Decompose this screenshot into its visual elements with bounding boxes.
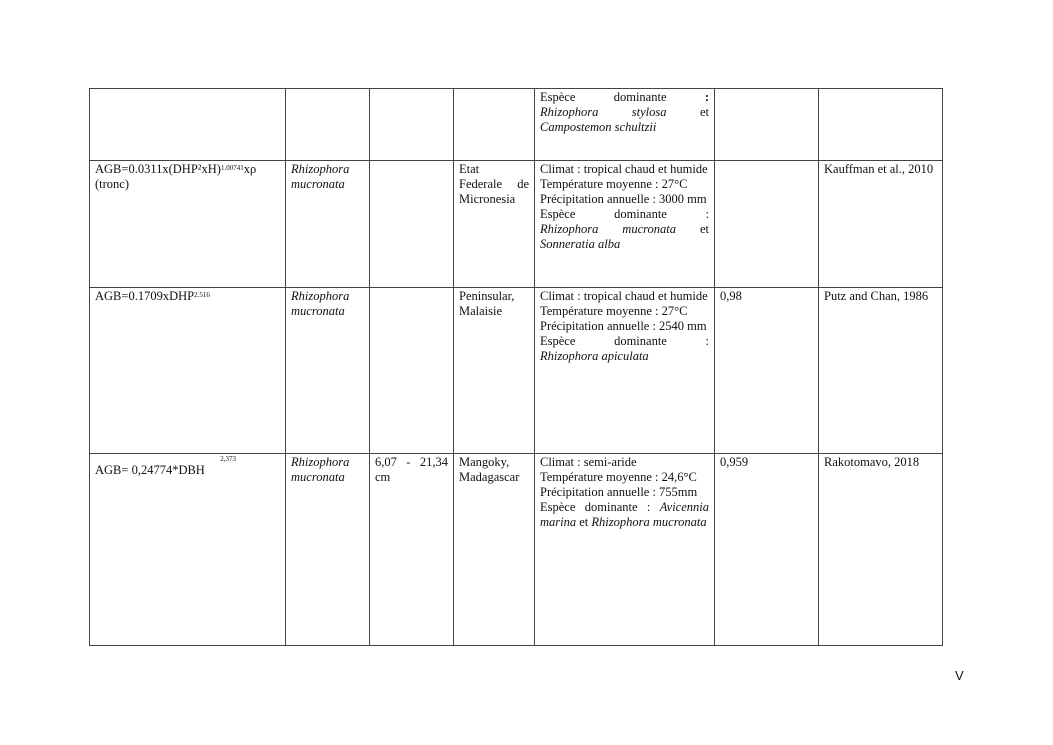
- table-row: [90, 454, 943, 646]
- r2-cell: [715, 89, 819, 161]
- r2-cell: 0,959: [715, 454, 819, 646]
- climate-cell: [535, 89, 715, 161]
- dominant-species-2: Campostemon schultzii: [540, 120, 657, 134]
- reference-cell: Kauffman et al., 2010: [819, 161, 943, 288]
- species-cell: Rhizophora mucronata: [286, 288, 370, 454]
- climate-cell: Climat : tropical chaud et humide Température moyenne : 27°C Précipitation annuelle : 2540 mm Espèce dominante : Rhizophora apiculata: [535, 288, 715, 454]
- r2-cell: 0,98: [715, 288, 819, 454]
- species-cell: Rhizophora mucronata: [286, 454, 370, 646]
- location-cell: [454, 89, 535, 161]
- table-row: [90, 288, 943, 454]
- equation-cell: AGB=0.1709xDHP$^{2.516}$: [90, 288, 286, 454]
- location-cell: Etat Federale de Micronesia: [454, 161, 535, 288]
- climate-cell: Climat : semi-aride Température moyenne : 24,6°C Précipitation annuelle : 755mm Espèce dominante : Avicennia marina et Rhizophora mucronata: [535, 454, 715, 646]
- allometric-equations-table: [89, 88, 943, 646]
- reference-cell: Putz and Chan, 1986: [819, 288, 943, 454]
- r2-cell: [715, 161, 819, 288]
- reference-cell: Rakotomavo, 2018: [819, 454, 943, 646]
- table-row: [90, 161, 943, 288]
- dbh-cell: [370, 161, 454, 288]
- dbh-cell: 6,07 - 21,34 cm: [370, 454, 454, 646]
- reference-cell: [819, 89, 943, 161]
- equation-cell: $AGB=0.0311x(DHP^2xH)^{1.00741}x\rho$ (tronc): [90, 161, 286, 288]
- dbh-cell: [370, 89, 454, 161]
- dominant-species-line: Rhizophora stylosa et: [540, 105, 709, 119]
- species-cell: Rhizophora mucronata: [286, 161, 370, 288]
- species-cell: [286, 89, 370, 161]
- dbh-cell: [370, 288, 454, 454]
- location-cell: Peninsular, Malaisie: [454, 288, 535, 454]
- page-number: V: [955, 668, 964, 683]
- location-cell: Mangoky, Madagascar: [454, 454, 535, 646]
- equation-cell: [90, 89, 286, 161]
- table-row: [90, 89, 943, 161]
- dominant-line: Espèce dominante :: [540, 90, 709, 104]
- equation-cell: 2,373 AGB= 0,24774*DBH: [90, 454, 286, 646]
- climate-cell: Climat : tropical chaud et humide Température moyenne : 27°C Précipitation annuelle : 3000 mm Espèce dominante : Rhizophora mucronata et Sonneratia alba: [535, 161, 715, 288]
